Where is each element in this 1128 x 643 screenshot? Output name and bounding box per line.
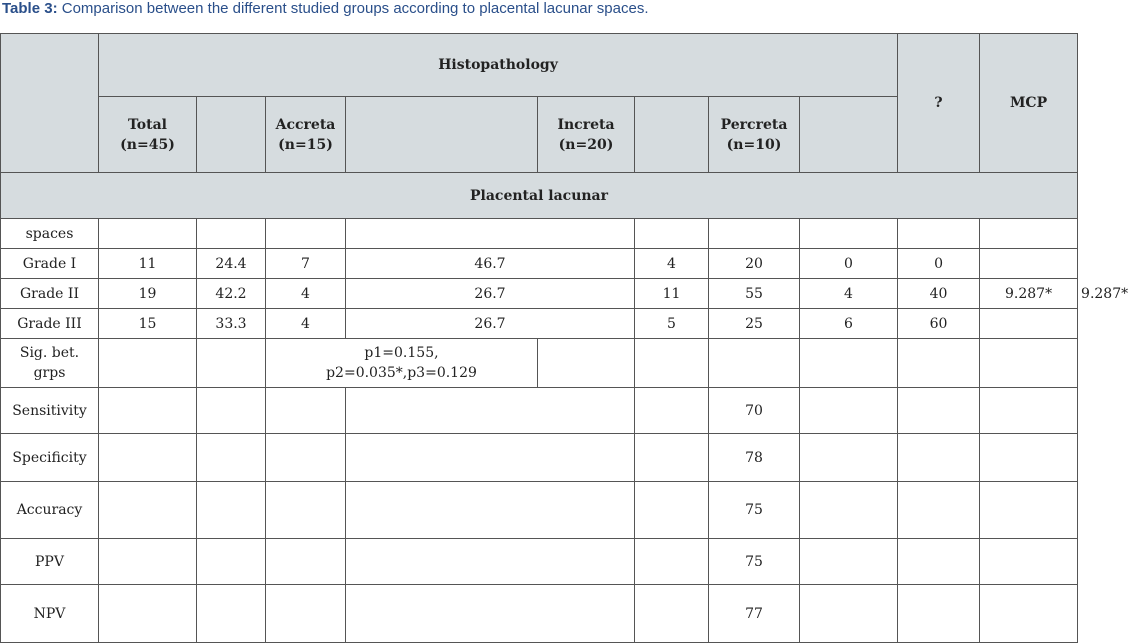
cell: 0 <box>800 249 898 279</box>
cell: 19 <box>99 279 197 309</box>
cell: 55 <box>709 279 800 309</box>
cell: 0 <box>898 249 980 279</box>
cell <box>197 434 266 482</box>
cell: 26.7 <box>346 279 635 309</box>
row-label: NPV <box>1 585 99 643</box>
row-label <box>1 339 99 388</box>
cell <box>635 219 709 249</box>
cell <box>99 388 197 434</box>
table-row <box>1 309 1078 339</box>
cell: 26.7 <box>346 309 635 339</box>
cell: 60 <box>898 309 980 339</box>
cell: 4 <box>635 249 709 279</box>
cell: 4 <box>266 309 346 339</box>
row-label: PPV <box>1 539 99 585</box>
cell: 46.7 <box>346 249 635 279</box>
cell <box>635 388 709 434</box>
cell <box>980 585 1078 643</box>
metric-value: 75 <box>709 482 800 539</box>
cell <box>898 219 980 249</box>
cell: 4 <box>266 279 346 309</box>
increta-n: (n=20) <box>558 136 614 153</box>
cell <box>635 539 709 585</box>
cell: 25 <box>709 309 800 339</box>
cell: 5 <box>635 309 709 339</box>
mcp-header: MCP <box>980 34 1078 173</box>
cell <box>800 388 898 434</box>
metric-value: 75 <box>709 539 800 585</box>
cell <box>898 339 980 388</box>
row-label: Grade I <box>1 249 99 279</box>
cell <box>346 585 635 643</box>
table-row <box>1 219 1078 249</box>
sig-label-line2: grps <box>33 365 66 381</box>
metric-value: 78 <box>709 434 800 482</box>
cell <box>197 539 266 585</box>
percreta-pct-header <box>800 97 898 173</box>
table-row <box>1 249 1078 279</box>
cell <box>346 388 635 434</box>
cell <box>346 434 635 482</box>
percreta-header <box>709 97 800 173</box>
cell <box>980 339 1078 388</box>
cell: 24.4 <box>197 249 266 279</box>
accreta-pct-header <box>346 97 538 173</box>
cell <box>197 339 266 388</box>
cell <box>980 309 1078 339</box>
total-label: Total <box>127 116 167 133</box>
cell <box>709 339 800 388</box>
table-row <box>1 482 1078 539</box>
row-label: Sensitivity <box>1 388 99 434</box>
cell: 7 <box>266 249 346 279</box>
cell <box>898 585 980 643</box>
corner-cell <box>1 34 99 173</box>
cell: 11 <box>635 279 709 309</box>
accreta-header <box>266 97 346 173</box>
cell <box>980 219 1078 249</box>
cell <box>266 219 346 249</box>
cell <box>266 388 346 434</box>
cell <box>266 539 346 585</box>
cell <box>980 249 1078 279</box>
row-label: Accuracy <box>1 482 99 539</box>
cell <box>709 219 800 249</box>
metric-value: 70 <box>709 388 800 434</box>
increta-header <box>538 97 635 173</box>
cell <box>197 482 266 539</box>
table-row <box>1 585 1078 643</box>
cell <box>99 339 197 388</box>
cell: 4 <box>800 279 898 309</box>
cell: 15 <box>99 309 197 339</box>
cell <box>635 434 709 482</box>
cell <box>99 219 197 249</box>
cell <box>197 585 266 643</box>
total-pct-header <box>197 97 266 173</box>
table-caption <box>2 0 649 17</box>
cell <box>346 482 635 539</box>
percreta-label: Percreta <box>720 116 788 133</box>
cell <box>266 434 346 482</box>
cell <box>898 434 980 482</box>
cell <box>197 219 266 249</box>
cell <box>635 339 709 388</box>
cell <box>980 388 1078 434</box>
row-label: Grade III <box>1 309 99 339</box>
cell <box>800 539 898 585</box>
cell <box>800 482 898 539</box>
cell <box>346 539 635 585</box>
cell <box>980 539 1078 585</box>
sig-value <box>266 339 538 388</box>
cell <box>800 434 898 482</box>
sig-value-line1: p1=0.155, <box>364 345 439 361</box>
chi-header: ? <box>898 34 980 173</box>
cell: 20 <box>709 249 800 279</box>
caption-text: Comparison between the different studied groups according to placental lacunar spaces. <box>57 0 649 17</box>
cell: 6 <box>800 309 898 339</box>
increta-pct-header <box>635 97 709 173</box>
row-label: Specificity <box>1 434 99 482</box>
cell <box>197 388 266 434</box>
histopathology-header: Histopathology <box>99 34 898 97</box>
cell: 42.2 <box>197 279 266 309</box>
cell: 40 <box>898 279 980 309</box>
cell <box>99 482 197 539</box>
sig-value-line2: p2=0.035*,p3=0.129 <box>326 365 477 381</box>
cell <box>800 219 898 249</box>
table-row <box>1 539 1078 585</box>
metric-value: 77 <box>709 585 800 643</box>
total-n: (n=45) <box>120 136 175 153</box>
total-header <box>99 97 197 173</box>
table-row <box>1 388 1078 434</box>
cell <box>99 539 197 585</box>
cell: 33.3 <box>197 309 266 339</box>
cell <box>800 339 898 388</box>
table-row <box>1 339 1078 388</box>
cell <box>635 585 709 643</box>
cell <box>635 482 709 539</box>
cell: 11 <box>99 249 197 279</box>
cell <box>346 219 635 249</box>
cell <box>898 388 980 434</box>
row-label: Grade II <box>1 279 99 309</box>
cell <box>99 434 197 482</box>
cell: 9.287* <box>980 279 1078 309</box>
section-title: Placental lacunar <box>1 173 1078 219</box>
cell <box>99 585 197 643</box>
cell <box>266 585 346 643</box>
cell <box>266 482 346 539</box>
comparison-table <box>0 33 1128 643</box>
accreta-n: (n=15) <box>278 136 333 153</box>
table-row <box>1 434 1078 482</box>
table-row: Grade II 19 42.2 4 26.7 11 55 4 40 9.287* 9.287* <box>1 279 1078 309</box>
sig-label-line1: Sig. bet. <box>19 345 80 361</box>
cell <box>800 585 898 643</box>
row-label: spaces <box>1 219 99 249</box>
cell <box>980 434 1078 482</box>
caption-lead: Table 3: <box>2 0 58 17</box>
cell <box>980 482 1078 539</box>
cell <box>898 539 980 585</box>
increta-label: Increta <box>557 116 615 133</box>
cell <box>898 482 980 539</box>
percreta-n: (n=10) <box>726 136 782 153</box>
cell <box>538 339 635 388</box>
accreta-label: Accreta <box>275 116 336 133</box>
